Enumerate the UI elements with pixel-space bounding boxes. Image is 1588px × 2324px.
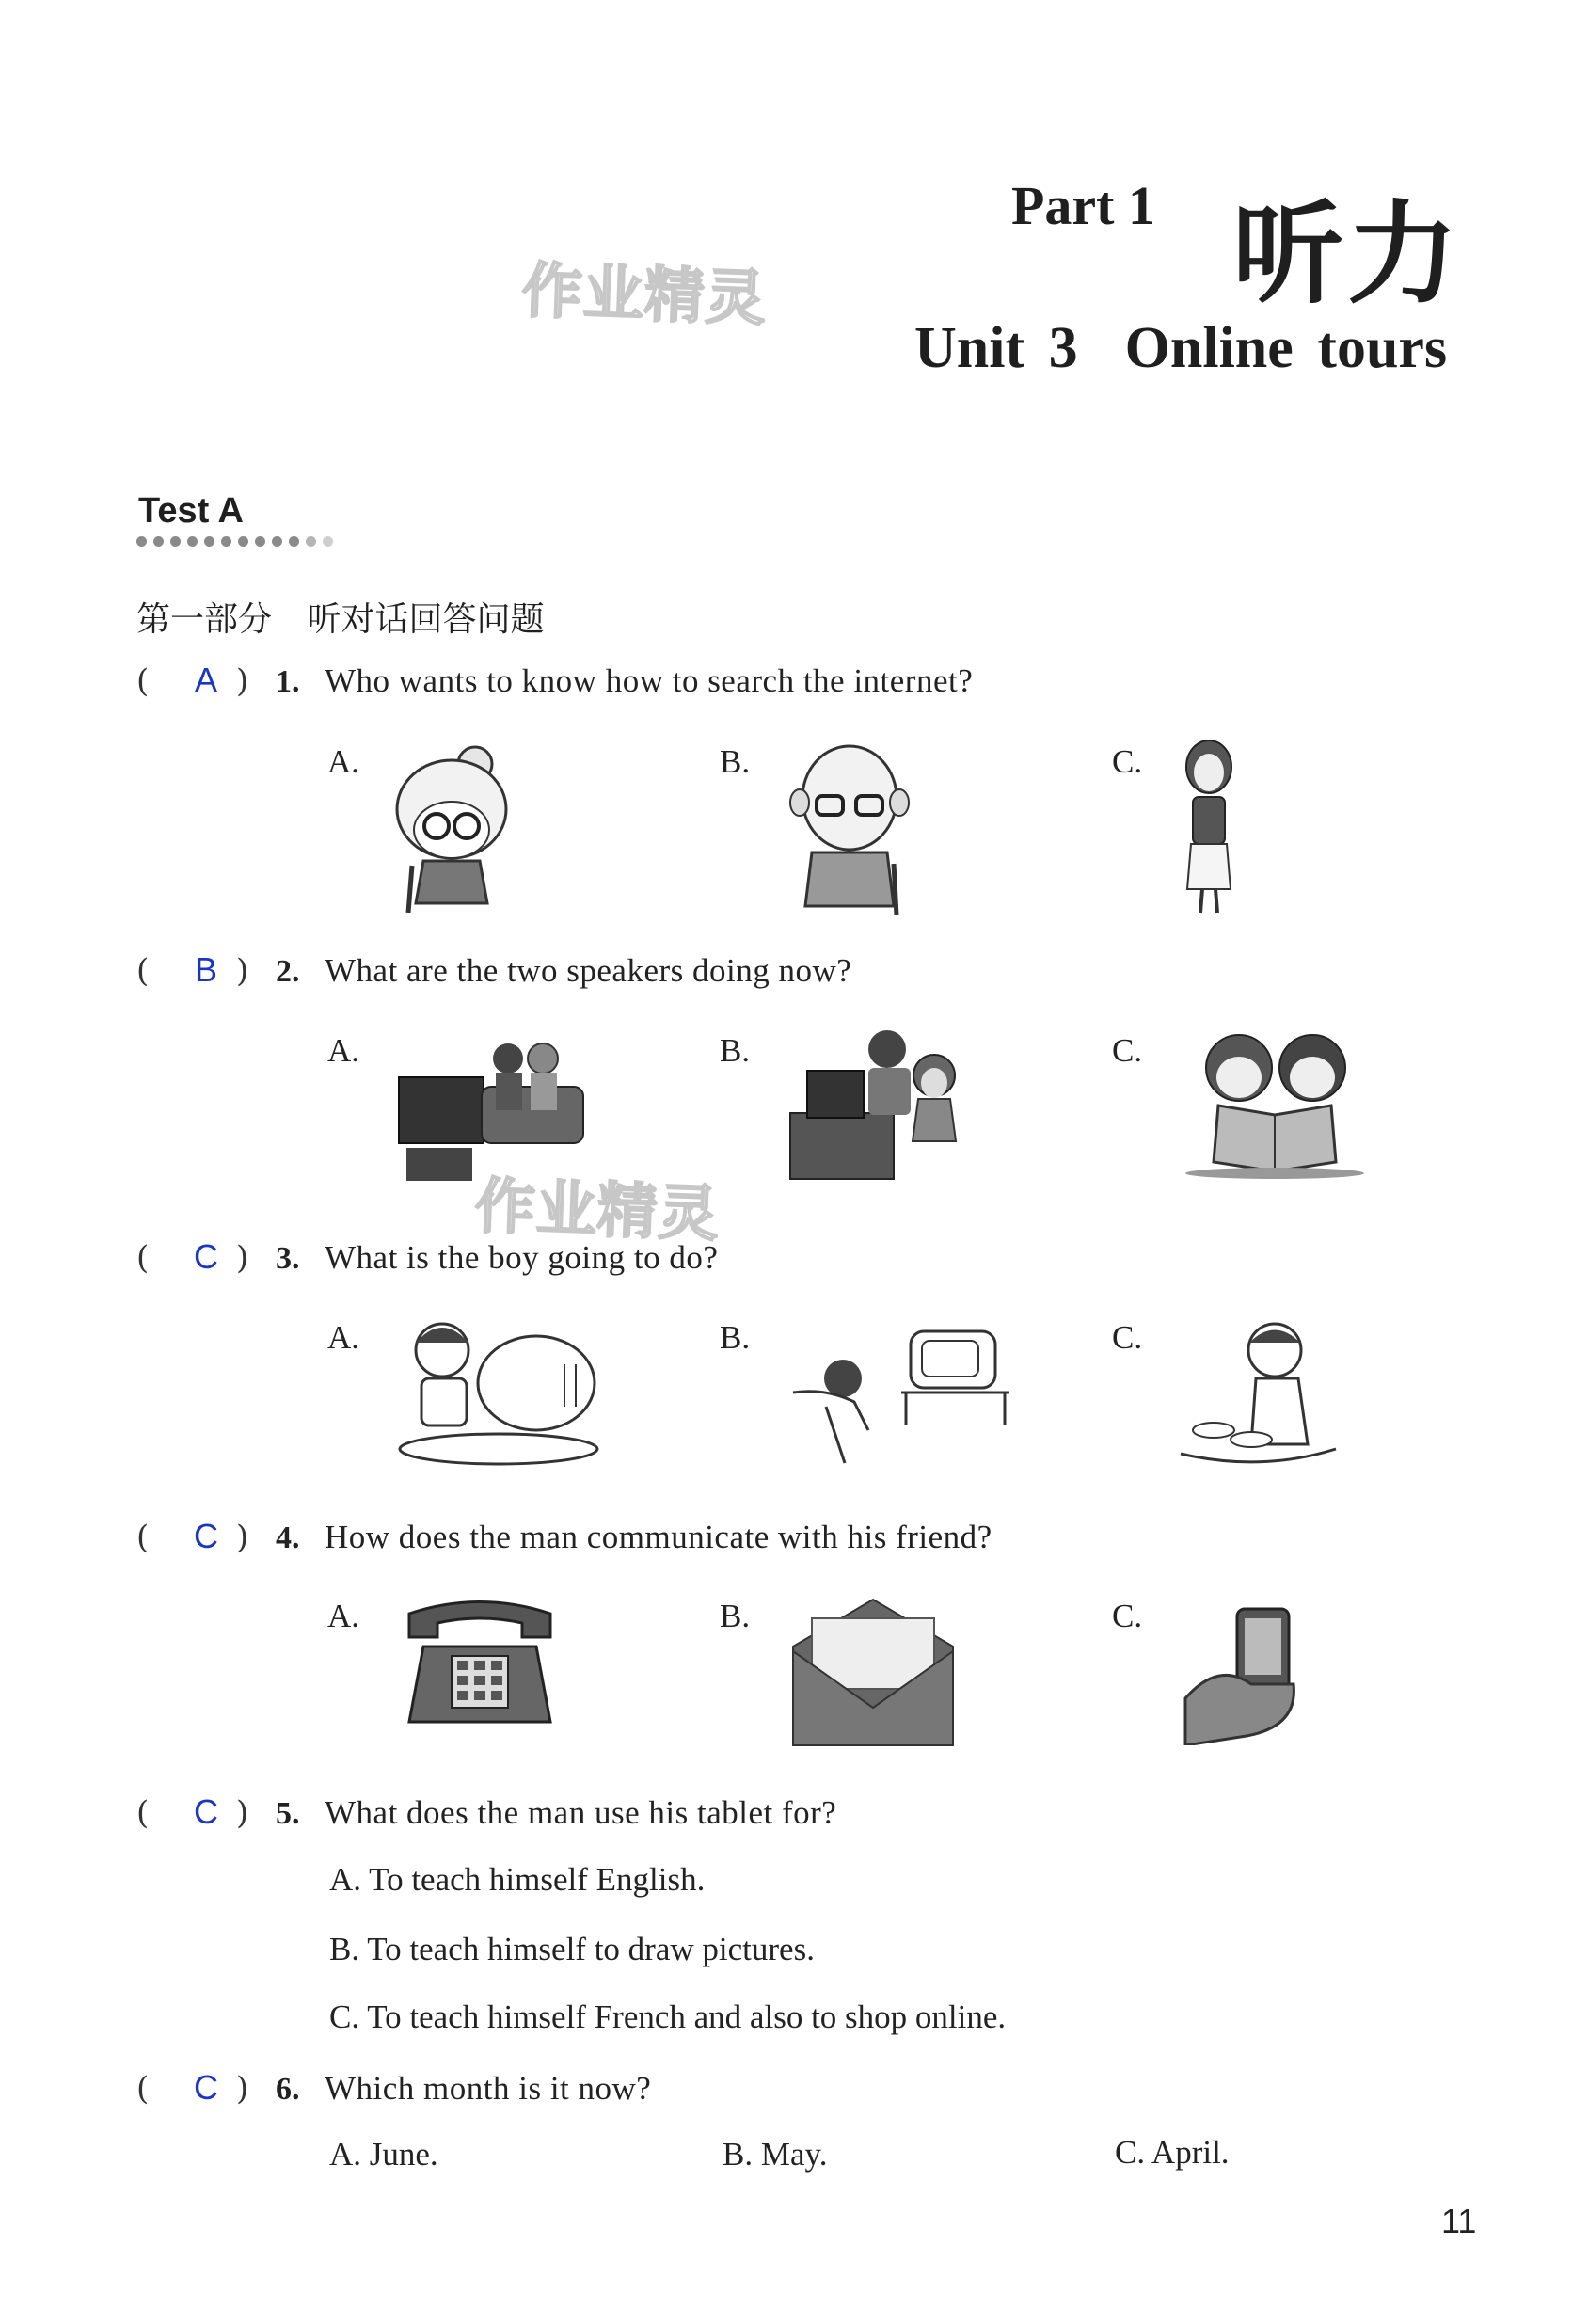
close-paren: ) xyxy=(236,1239,249,1277)
reading-book-illustration xyxy=(1181,1030,1369,1181)
q3-option-c-label: C. xyxy=(1112,1319,1143,1356)
answer-3: C xyxy=(194,1237,218,1276)
question-6 xyxy=(136,2068,651,2108)
question-text: What is the boy going to do? xyxy=(325,1239,719,1276)
open-paren: ( xyxy=(136,1794,150,1832)
mobile-phone-in-hand-icon xyxy=(1181,1595,1303,1745)
q3-option-a-label: A. xyxy=(327,1319,360,1356)
question-number: 6. xyxy=(276,2072,300,2107)
answer-2: B xyxy=(194,950,217,989)
open-paren: ( xyxy=(136,1519,150,1556)
close-paren: ) xyxy=(236,2070,249,2108)
answer-6: C xyxy=(194,2068,218,2107)
section-subtitle: 听对话回答问题 xyxy=(307,600,545,639)
q5-option-b: B. To teach himself to draw pictures. xyxy=(329,1931,815,1967)
page-number: 11 xyxy=(1441,2202,1477,2240)
boy-watching-tv-illustration xyxy=(788,1313,1014,1468)
close-paren: ) xyxy=(236,1794,249,1832)
using-computer-illustration xyxy=(788,1028,977,1193)
q5-option-c: C. To teach himself French and also to shop online. xyxy=(329,1998,1007,2035)
q6-option-a: A. June. xyxy=(329,2136,438,2173)
answer-5: C xyxy=(194,1792,218,1831)
dotted-divider xyxy=(136,536,333,547)
q1-option-c-label: C. xyxy=(1112,743,1143,780)
answer-4: C xyxy=(194,1517,218,1555)
question-4 xyxy=(136,1517,992,1556)
question-number: 1. xyxy=(276,664,300,699)
q1-option-a-label: A. xyxy=(327,743,360,780)
part-chinese-title: 听力 xyxy=(1232,189,1463,319)
question-number: 4. xyxy=(276,1520,300,1555)
question-number: 5. xyxy=(276,1796,300,1831)
question-text: Who wants to know how to search the internet? xyxy=(325,662,974,699)
watermark-middle: 作业精灵 xyxy=(473,1171,722,1250)
q2-option-c-label: C. xyxy=(1112,1032,1143,1069)
answer-1: A xyxy=(194,661,217,699)
close-paren: ) xyxy=(236,662,249,700)
unit-heading xyxy=(914,315,1447,382)
q4-option-b-label: B. xyxy=(720,1598,751,1634)
close-paren: ) xyxy=(236,1519,249,1556)
q2-option-a-label: A. xyxy=(327,1032,360,1069)
q1-option-b-label: B. xyxy=(720,743,751,780)
woman-illustration xyxy=(1176,739,1242,917)
close-paren: ) xyxy=(236,952,249,990)
question-2 xyxy=(136,950,851,990)
part-heading: Part 1 xyxy=(1011,175,1155,236)
section-title-part: 第一部分 xyxy=(136,600,273,639)
open-paren: ( xyxy=(136,2070,150,2108)
question-text: How does the man communicate with his friend? xyxy=(325,1519,992,1555)
question-3 xyxy=(136,1237,718,1277)
question-number: 3. xyxy=(276,1241,300,1276)
boy-eating-illustration xyxy=(1176,1313,1345,1477)
telephone-icon xyxy=(395,1595,564,1736)
envelope-letter-icon xyxy=(788,1595,958,1750)
open-paren: ( xyxy=(136,662,150,700)
question-number: 2. xyxy=(276,954,300,989)
q4-option-c-label: C. xyxy=(1112,1598,1143,1634)
q6-option-c: C. April. xyxy=(1115,2134,1230,2171)
question-1 xyxy=(136,661,973,700)
grandfather-illustration xyxy=(788,741,911,915)
q2-option-b-label: B. xyxy=(720,1032,751,1069)
open-paren: ( xyxy=(136,952,150,990)
q3-option-b-label: B. xyxy=(720,1319,751,1356)
question-text: What does the man use his tablet for? xyxy=(325,1794,837,1831)
q4-option-a-label: A. xyxy=(327,1598,360,1634)
grandmother-illustration xyxy=(386,743,517,913)
boy-playing-game-illustration xyxy=(395,1313,602,1468)
watching-tv-illustration xyxy=(397,1030,585,1190)
unit-title: Online tours xyxy=(1124,316,1448,380)
question-5 xyxy=(136,1792,836,1832)
unit-number: Unit 3 xyxy=(914,316,1078,380)
q5-option-a: A. To teach himself English. xyxy=(329,1861,706,1898)
open-paren: ( xyxy=(136,1239,150,1277)
q6-option-b: B. May. xyxy=(723,2136,828,2173)
question-text: Which month is it now? xyxy=(325,2070,652,2107)
test-label: Test A xyxy=(138,491,244,531)
watermark-top: 作业精灵 xyxy=(520,256,769,335)
section-title xyxy=(136,593,544,641)
question-text: What are the two speakers doing now? xyxy=(325,952,852,989)
